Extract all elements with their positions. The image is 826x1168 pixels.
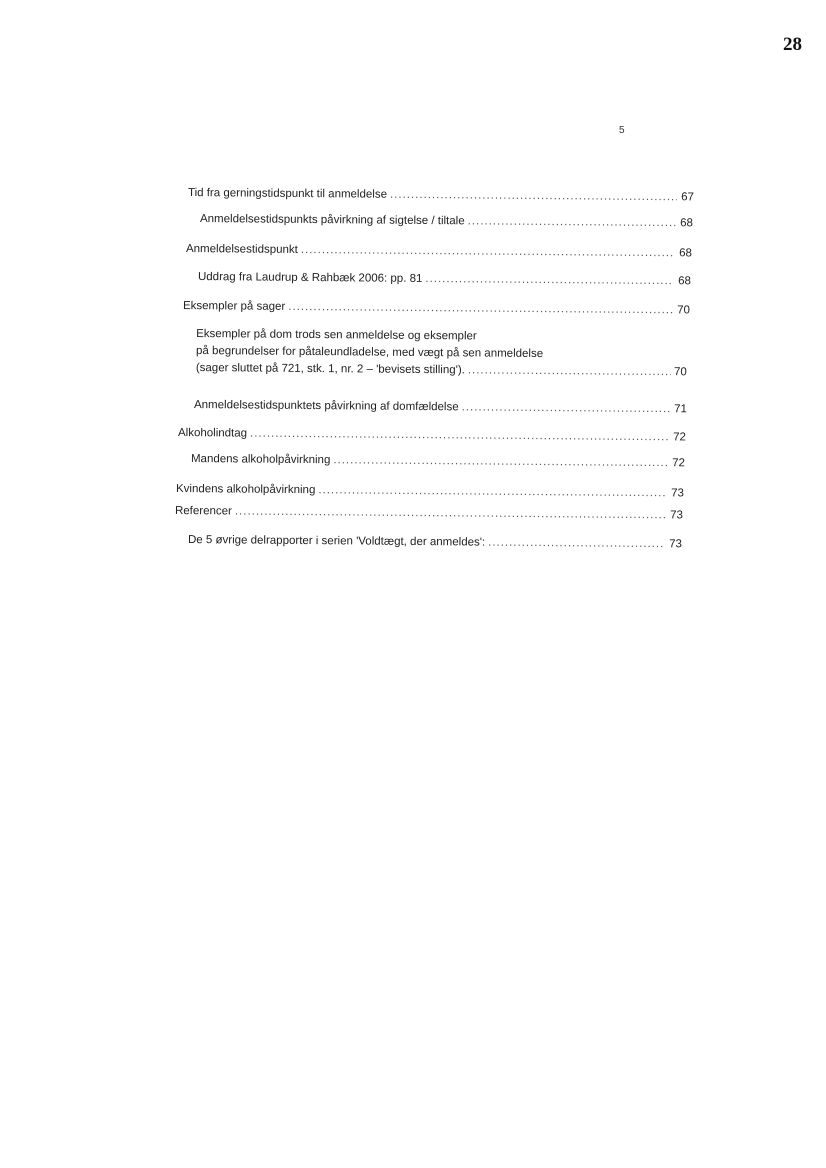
toc-entry-page: 73: [670, 509, 684, 522]
toc-entry-title: Referencer: [174, 505, 232, 518]
toc-entry-title-line: (sager sluttet på 721, stk. 1, nr. 2 – 'bevisets stilling').: [195, 361, 465, 377]
toc-entry-page: 67: [681, 191, 695, 204]
toc-dot-leader: [462, 400, 670, 417]
toc-entry[interactable]: [183, 299, 690, 318]
toc-entry[interactable]: [200, 212, 693, 231]
toc-dot-leader: [390, 188, 677, 206]
toc-dot-leader: [318, 483, 667, 501]
toc-entry-title: Anmeldelsestidspunkts påvirkning af sigtelse / tiltale: [199, 213, 465, 228]
toc-entry-title: Tid fra gerningstidspunkt til anmeldelse: [187, 187, 388, 201]
toc-entry-title: Mandens alkoholpåvirkning: [190, 453, 331, 467]
toc-entry-title: Anmeldelsestidspunktets påvirkning af domfældelse: [193, 399, 459, 414]
toc-entry-page: 71: [674, 403, 688, 416]
toc-entry[interactable]: [198, 270, 691, 289]
toc-entry[interactable]: [188, 186, 694, 205]
toc-dot-leader: [468, 362, 671, 381]
inner-page-number: 5: [619, 125, 625, 136]
toc-entry[interactable]: [175, 504, 683, 523]
page-number: 28: [783, 34, 802, 55]
toc-entry-page: 72: [672, 457, 686, 470]
toc-entry[interactable]: [194, 398, 687, 417]
toc-entry[interactable]: [191, 452, 685, 471]
toc-dot-leader: [425, 272, 674, 289]
toc-entry-page: 68: [680, 217, 694, 230]
toc-entry[interactable]: [188, 533, 682, 552]
toc-entry-page: 70: [673, 366, 687, 379]
toc-entry[interactable]: [176, 482, 684, 501]
toc-entry-title-line: Eksempler på dom trods sen anmeldelse og eksempler: [196, 328, 477, 343]
toc-entry-page: 72: [673, 431, 687, 444]
toc-dot-leader: [301, 243, 675, 261]
toc-dot-leader: [235, 505, 666, 524]
toc-entry-title: Anmeldelsestidspunkt: [185, 243, 298, 256]
toc-entry-page: 68: [679, 247, 693, 260]
toc-dot-leader: [250, 427, 669, 446]
toc-dot-leader: [333, 453, 668, 471]
toc-entry-title: Uddrag fra Laudrup & Rahbæk 2006: pp. 81: [197, 271, 423, 285]
toc-entry-multiline[interactable]: [196, 326, 687, 381]
toc-dot-leader: [468, 214, 676, 231]
toc-entry-page: 73: [669, 538, 683, 551]
toc-dot-leader: [488, 536, 665, 553]
toc-entry-page: 70: [677, 304, 691, 317]
toc-entry[interactable]: [178, 426, 686, 445]
toc-entry-page: 73: [671, 487, 685, 500]
toc-entry-title: Alkoholindtag: [177, 427, 248, 440]
toc-entry-title: De 5 øvrige delrapporter i serien 'Voldtægt, der anmeldes':: [187, 534, 486, 549]
toc-entry-title-line: på begrundelser for påtaleundladelse, med vægt på sen anmeldelse: [195, 345, 544, 361]
toc-entry-title: Eksempler på sager: [182, 300, 286, 313]
toc-entry-title: Kvindens alkoholpåvirkning: [175, 483, 316, 497]
toc-entry-page: 68: [678, 275, 692, 288]
toc-dot-leader: [288, 300, 673, 318]
toc-entry[interactable]: [186, 242, 692, 261]
